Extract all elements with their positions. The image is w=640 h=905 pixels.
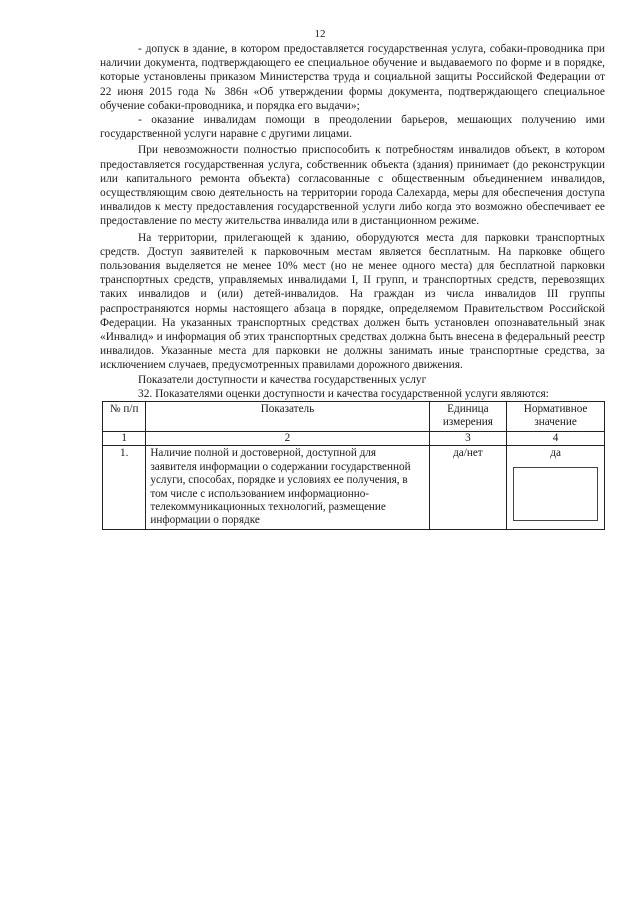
header-value: Нормативное значение (507, 402, 605, 432)
column-number: 1 (103, 431, 146, 445)
paragraph-guide-dog: - допуск в здание, в котором предоставляется государственная услуга, собаки-проводника при наличии документа, подтверждающего ее специальное обучение и выдаваемого по форме и в порядке, которые установлены приказом Министерства труда и социальной защиты Российской Федерации от 22 июня 2015 года № 386н «Об утверждении формы документа, подтверждающего специальное обучение собаки-проводника, и порядка его выдачи»; (100, 43, 605, 112)
indicators-table (102, 401, 605, 530)
column-number: 2 (146, 431, 429, 445)
table-row (103, 446, 605, 529)
header-number: № п/п (103, 402, 146, 432)
table-header-row (103, 402, 605, 432)
paragraph-accessibility: При невозможности полностью приспособить к потребностям инвалидов объект, в котором предоставляется государственная услуга, собственник объекта (здания) принимает (до реконструкции или капитального ремонта объекта) согласованные с общественным объединением инвалидов, осуществляющим свою деятельность на территории города Салехарда, меры для обеспечения доступа инвалидов к месту предоставления государственной услуги либо когда это возможно обеспечивает ее предоставление по месту жительства инвалида или в дистанционном режиме. (100, 144, 605, 228)
page-number: 12 (314, 28, 326, 40)
document-body (100, 42, 605, 530)
paragraph-parking: На территории, прилегающей к зданию, оборудуются места для парковки транспортных средств. Доступ заявителей к парковочным местам является бесплатным. На парковке общего пользования выделяется не менее 10% мест (но не менее одного места) для бесплатной парковки транспортных средств, управляемых инвалидами I, II групп, и транспортных средств, перевозящих таких инвалидов и (или) детей-инвалидов. На граждан из числа инвалидов III группы распространяются нормы настоящего абзаца в порядке, определяемом Правительством Российской Федерации. На указанных транспортных средствах должен быть установлен опознавательный знак «Инвалид» и информация об этих транспортных средствах должна быть внесена в федеральный реестр инвалидов. Указанные места для парковки не должны занимать иные транспортные средства, за исключением случаев, предусмотренных правилами дорожного движения. (100, 231, 605, 372)
column-number-row (103, 431, 605, 445)
row-unit: да/нет (429, 446, 507, 529)
row-value-cell (507, 446, 605, 529)
row-number: 1. (103, 446, 146, 529)
header-indicator: Показатель (146, 402, 429, 432)
section-heading: Показатели доступности и качества государственных услуг (138, 373, 427, 386)
paragraph-assistance: - оказание инвалидам помощи в преодолении барьеров, мешающих получению ими государственной услуги наравне с другими лицами. (100, 114, 605, 141)
header-unit: Единица измерения (429, 402, 507, 432)
row-value: да (550, 447, 561, 460)
column-number: 3 (429, 431, 507, 445)
value-frame (513, 467, 598, 521)
indicators-intro: 32. Показателями оценки доступности и качества государственной услуги являются: (138, 387, 549, 400)
row-indicator: Наличие полной и достоверной, доступной для заявителя информации о содержании государственной услуги, способах, порядке и условиях ее получения, в том числе с использованием информационно-телекоммуникационных технологий, размещение информации о порядке (146, 446, 429, 529)
column-number: 4 (507, 431, 605, 445)
